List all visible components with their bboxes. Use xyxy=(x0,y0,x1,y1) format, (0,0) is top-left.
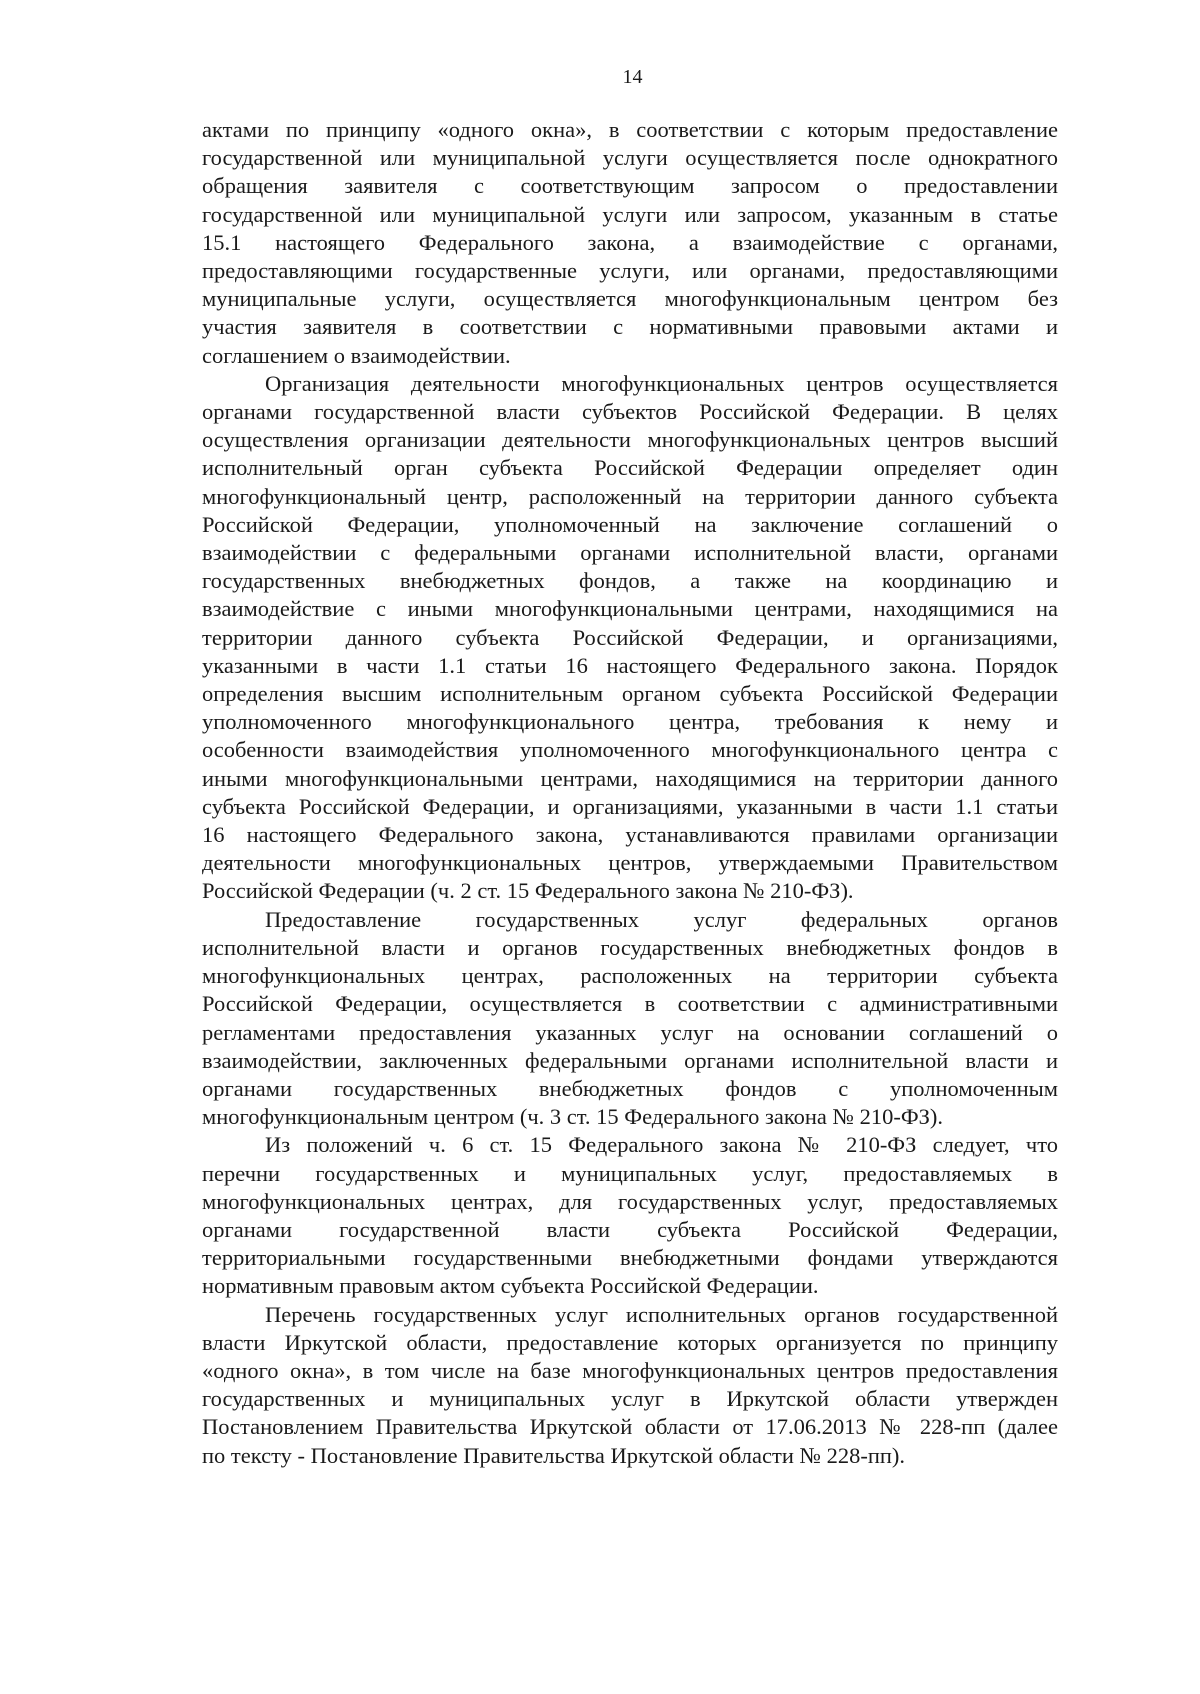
text-line: деятельности многофункциональных центров, утверждаемыми Правительством xyxy=(202,850,1058,876)
text-line: регламентами предоставления указанных услуг на основании соглашений о xyxy=(202,1019,1058,1045)
paragraph xyxy=(202,370,1058,906)
paragraph xyxy=(202,1301,1058,1470)
text-line: многофункциональным центром (ч. 3 ст. 15 Федерального закона № 210-ФЗ). xyxy=(202,1104,944,1130)
text-line: предоставляющими государственные услуги, или органами, предоставляющими xyxy=(202,258,1058,284)
paragraph xyxy=(202,1131,1058,1300)
text-line: органами государственной власти субъектов Российской Федерации. В целях xyxy=(202,399,1058,425)
text-line: «одного окна», в том числе на базе многофункциональных центров предоставления xyxy=(202,1357,1058,1383)
page-number: 14 xyxy=(622,66,643,88)
text-line: государственной или муниципальной услуги осуществляется после однократного xyxy=(202,145,1058,171)
text-line: соглашением о взаимодействии. xyxy=(202,342,511,368)
text-line: органами государственных внебюджетных фондов с уполномоченным xyxy=(202,1075,1058,1101)
text-line: Постановлением Правительства Иркутской области от 17.06.2013 № 228-пп (далее xyxy=(202,1414,1058,1440)
text-line: Предоставление государственных услуг федеральных органов xyxy=(265,906,1058,932)
document-body xyxy=(202,116,1058,1470)
text-line: определения высшим исполнительным органом субъекта Российской Федерации xyxy=(202,681,1058,707)
text-line: исполнительный орган субъекта Российской Федерации определяет один xyxy=(202,455,1058,481)
text-line: взаимодействии, заключенных федеральными органами исполнительной власти и xyxy=(202,1047,1058,1073)
text-line: Организация деятельности многофункциональных центров осуществляется xyxy=(265,370,1058,396)
text-line: взаимодействие с иными многофункциональными центрами, находящимися на xyxy=(202,596,1058,622)
paragraph xyxy=(202,116,1058,370)
text-line: актами по принципу «одного окна», в соответствии с которым предоставление xyxy=(202,117,1058,142)
text-line: муниципальные услуги, осуществляется многофункциональным центром без xyxy=(202,286,1058,312)
text-line: взаимодействии с федеральными органами исполнительной власти, органами xyxy=(202,540,1058,566)
text-line: органами государственной власти субъекта Российской Федерации, xyxy=(202,1216,1058,1242)
text-line: обращения заявителя с соответствующим запросом о предоставлении xyxy=(202,173,1058,199)
text-line: многофункциональных центрах, для государственных услуг, предоставляемых xyxy=(202,1188,1058,1214)
text-line: Перечень государственных услуг исполнительных органов государственной xyxy=(265,1301,1058,1327)
text-line: Из положений ч. 6 ст. 15 Федерального закона № 210-ФЗ следует, что xyxy=(265,1132,1058,1158)
text-line: особенности взаимодействия уполномоченного многофункционального центра с xyxy=(202,737,1058,763)
text-line: нормативным правовым актом субъекта Российской Федерации. xyxy=(202,1273,819,1299)
text-line: 15.1 настоящего Федерального закона, а взаимодействие с органами, xyxy=(202,229,1058,255)
text-line: многофункциональных центрах, расположенных на территории субъекта xyxy=(202,963,1058,989)
text-line: указанными в части 1.1 статьи 16 настоящего Федерального закона. Порядок xyxy=(202,652,1058,678)
text-line: территории данного субъекта Российской Федерации, и организациями, xyxy=(202,624,1058,650)
text-line: по тексту - Постановление Правительства Иркутской области № 228-пп). xyxy=(202,1442,906,1468)
text-line: перечни государственных и муниципальных услуг, предоставляемых в xyxy=(202,1160,1058,1186)
text-line: Российской Федерации, осуществляется в соответствии с административными xyxy=(202,991,1058,1017)
text-line: исполнительной власти и органов государственных внебюджетных фондов в xyxy=(202,934,1058,960)
text-line: осуществления организации деятельности многофункциональных центров высший xyxy=(202,427,1058,453)
text-line: государственной или муниципальной услуги или запросом, указанным в статье xyxy=(202,201,1058,227)
text-line: уполномоченного многофункционального центра, требования к нему и xyxy=(202,709,1058,735)
text-line: 16 настоящего Федерального закона, устанавливаются правилами организации xyxy=(202,822,1058,848)
text-line: субъекта Российской Федерации, и организациями, указанными в части 1.1 статьи xyxy=(202,793,1058,819)
text-line: участия заявителя в соответствии с нормативными правовыми актами и xyxy=(202,314,1058,340)
text-line: власти Иркутской области, предоставление которых организуется по принципу xyxy=(202,1329,1058,1355)
text-line: многофункциональный центр, расположенный на территории данного субъекта xyxy=(202,483,1058,509)
text-line: иными многофункциональными центрами, находящимися на территории данного xyxy=(202,765,1058,791)
text-line: территориальными государственными внебюджетными фондами утверждаются xyxy=(202,1245,1058,1271)
text-line: государственных внебюджетных фондов, а также на координацию и xyxy=(202,568,1058,594)
text-line: Российской Федерации (ч. 2 ст. 15 Федерального закона № 210-ФЗ). xyxy=(202,878,854,904)
text-line: Российской Федерации, уполномоченный на заключение соглашений о xyxy=(202,511,1058,537)
paragraph xyxy=(202,906,1058,1132)
text-line: государственных и муниципальных услуг в Иркутской области утвержден xyxy=(202,1386,1058,1412)
